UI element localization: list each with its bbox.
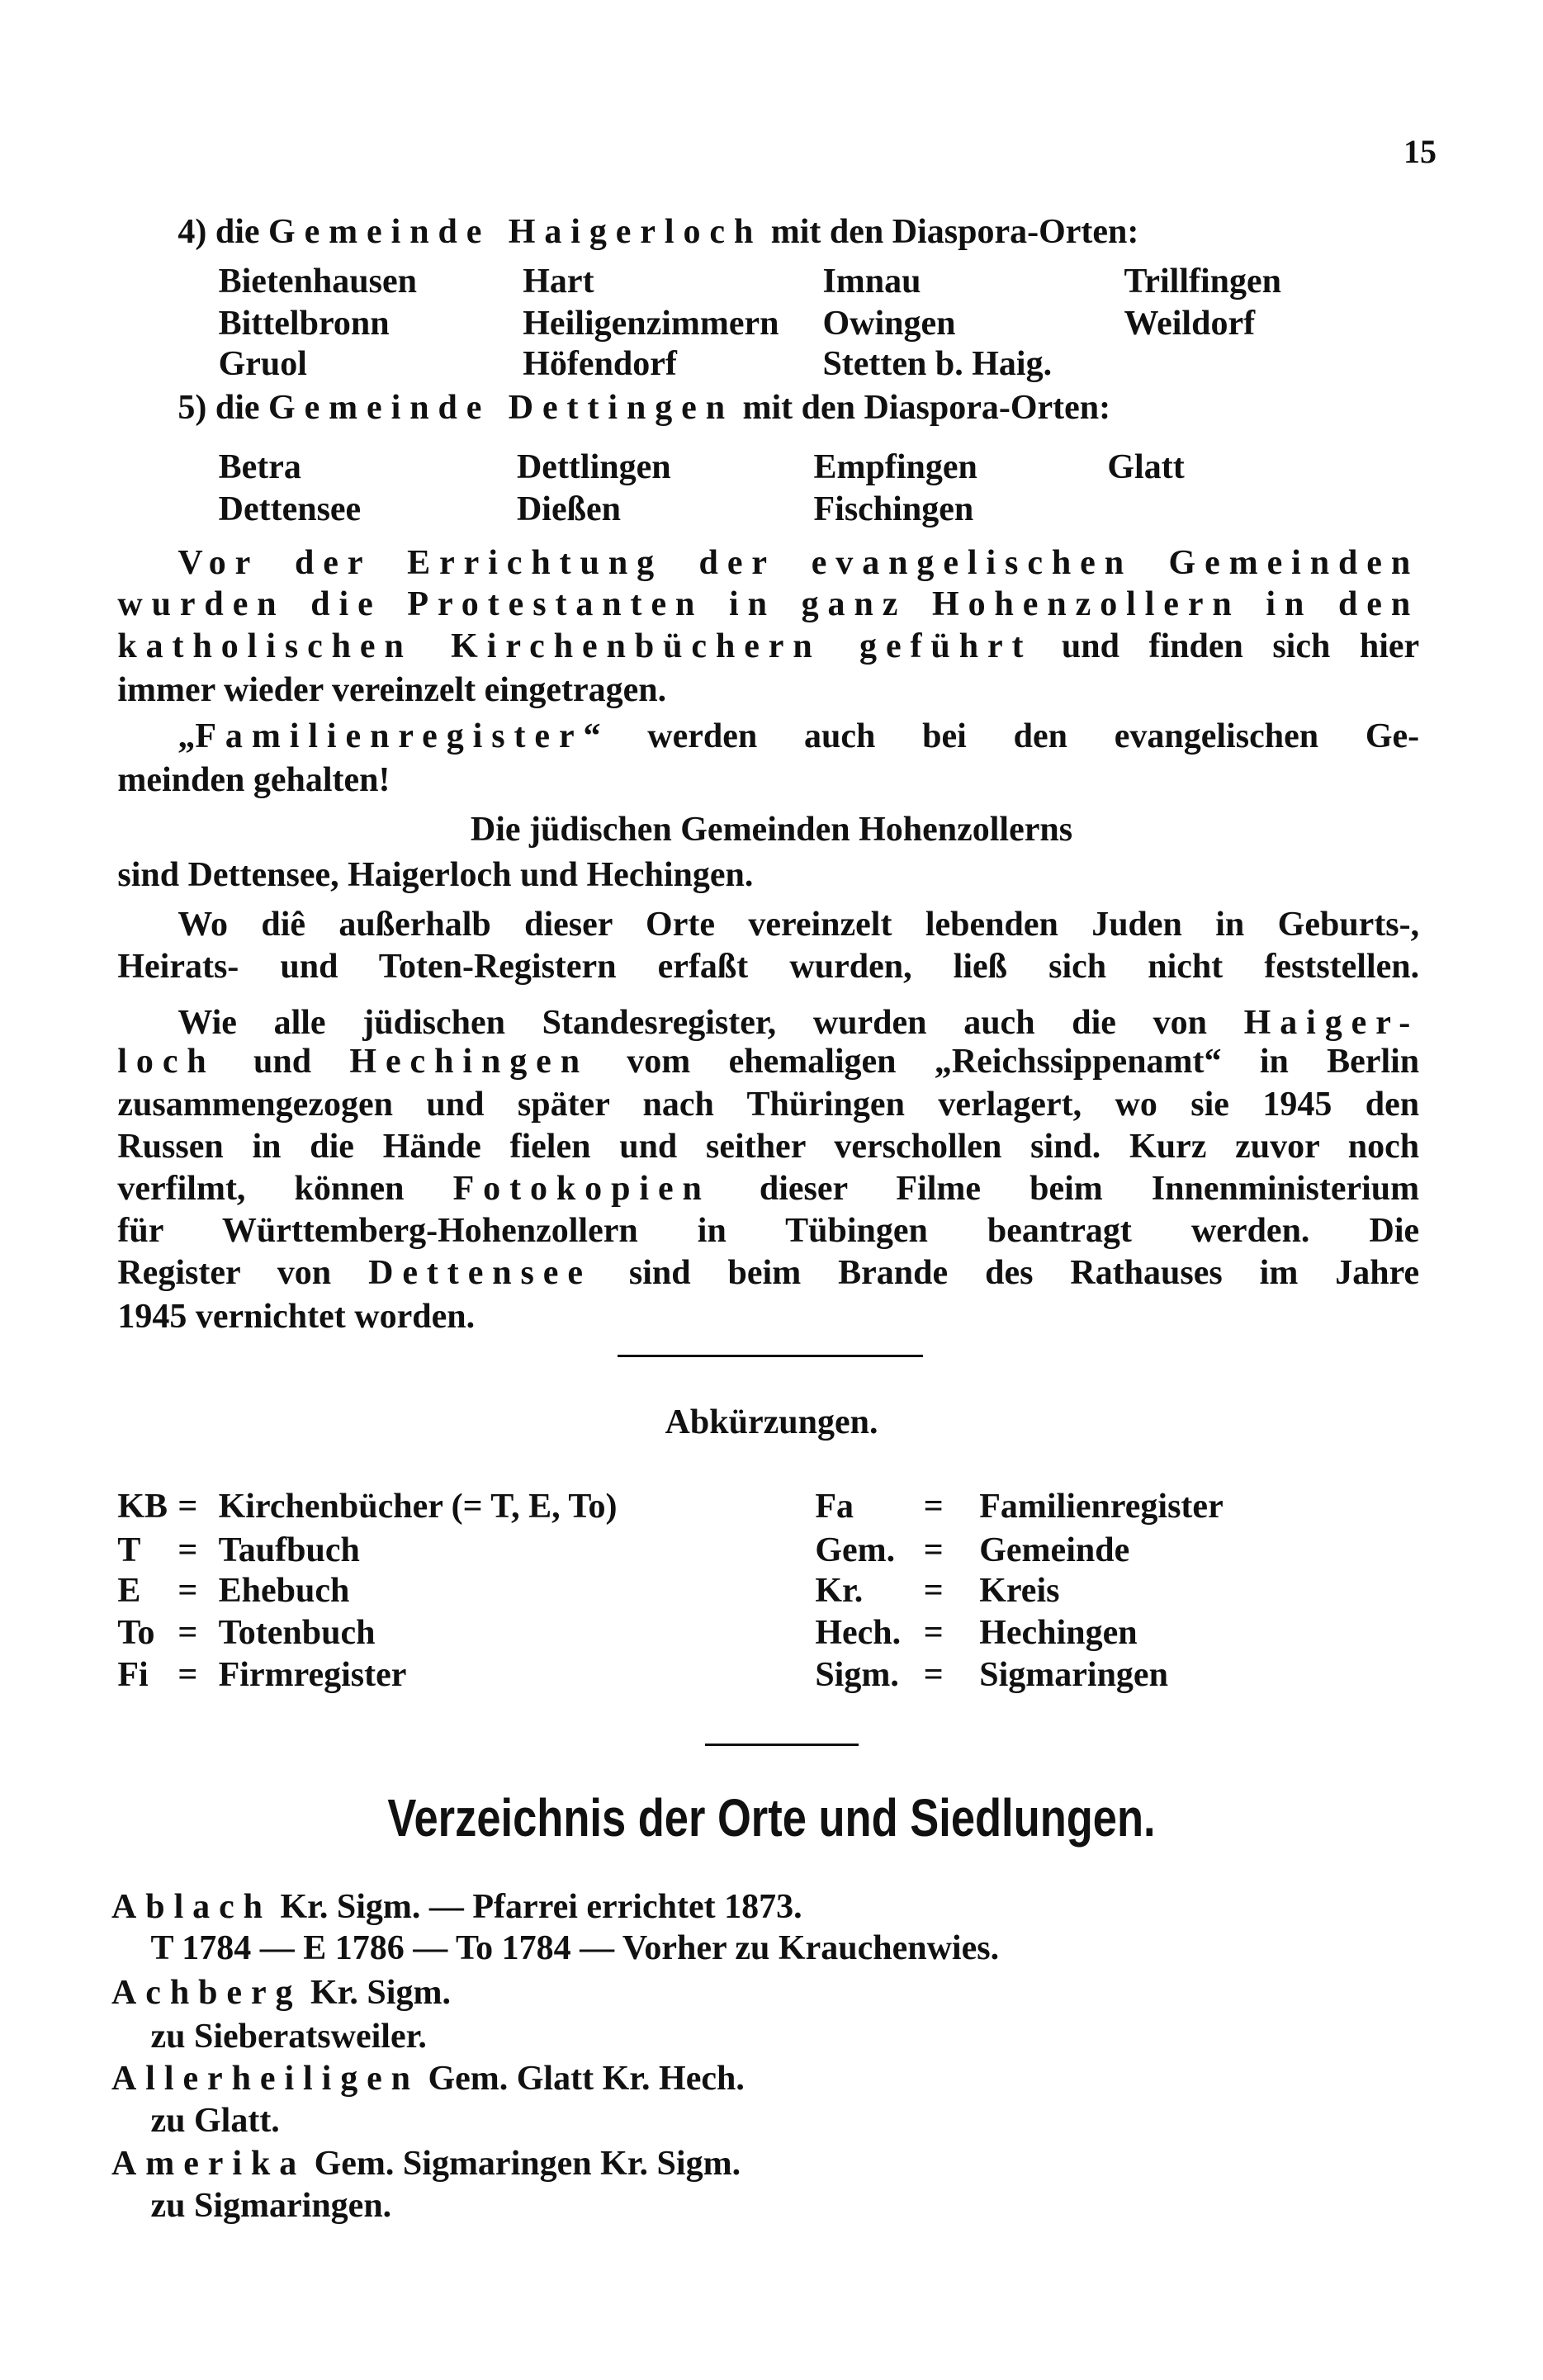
text-segment: vom ehemaligen „Reichssippenamt“ in Berlin [589,1043,1420,1081]
text-line [177,903,1419,946]
equals-sign: = [177,1487,198,1526]
place-name: Imnau [822,263,921,301]
text-line [117,759,390,802]
abbreviation: KB [117,1487,168,1526]
text-line [111,1971,451,2014]
place-name: Heiligenzimmern [523,305,779,343]
index-title: Verzeichnis der Orte und Siedlungen. [387,1788,1156,1848]
text-line [177,715,1419,758]
divider [705,1744,859,1746]
text-line [111,1886,802,1928]
place-name: Glatt [1107,447,1185,486]
spaced-emphasis: Dettensee [368,1253,592,1292]
text-line [177,386,1110,429]
equals-sign: = [923,1487,944,1526]
text-segment: 1945 vernichtet worden. [117,1297,476,1336]
text-line [177,1001,1419,1044]
text-line [117,1209,1419,1252]
place-name: Dießen [516,490,621,528]
equals-sign: = [923,1531,944,1569]
text-segment: sind Dettensee, Haigerloch und Hechingen. [117,856,754,895]
place-name: Bittelbronn [218,305,390,343]
text-segment: Wo diê außerhalb dieser Orte vereinzelt lebenden Juden in Geburts-, [177,906,1420,944]
spaced-emphasis: Hechingen [349,1043,589,1081]
abbreviations-heading: Abkürzungen. [665,1403,878,1441]
spaced-emphasis: Achberg [111,1974,302,2013]
text-segment: zu Sigmaringen. [150,2186,392,2225]
abbreviation: To [117,1614,155,1653]
abbreviation-meaning: Kreis [979,1572,1060,1611]
text-segment: zu Glatt. [150,2102,280,2141]
spaced-emphasis: Vor der Errichtung der evangelischen Gemeinden [177,544,1420,583]
divider [618,1355,923,1357]
spaced-emphasis: Allerheiligen [111,2060,419,2098]
spaced-emphasis: Gemeinde Haigerloch [268,212,763,251]
equals-sign: = [923,1656,944,1695]
text-segment: und [215,1043,350,1081]
place-name: Dettlingen [516,447,671,486]
text-line [151,2184,392,2227]
text-line [151,2099,280,2142]
abbreviation: E [117,1572,141,1611]
abbreviation: Kr. [815,1572,864,1611]
text-segment: zusammengezogen und später nach Thüringen verlagert, wo sie 1945 den [117,1085,1420,1124]
text-segment: T 1784 — E 1786 — To 1784 — Vorher zu Krauchenwies. [150,1928,1000,1967]
equals-sign: = [177,1572,198,1611]
text-line [117,1125,1419,1168]
spaced-emphasis: katholischen Kirchenbüchern geführt [117,627,1033,665]
place-name: Dettensee [218,490,362,528]
place-name: Trillfingen [1124,263,1281,301]
text-segment: Kr. Sigm. — Pfarrei errichtet 1873. [271,1888,802,1927]
abbreviation-meaning: Ehebuch [218,1572,350,1611]
abbreviation-meaning: Taufbuch [218,1531,360,1569]
text-line [117,854,753,897]
place-name: Fischingen [813,490,974,528]
place-name: Empfingen [813,447,977,486]
section-heading-jewish: Die jüdischen Gemeinden Hohenzollerns [470,811,1073,849]
text-segment: „ [177,717,196,756]
text-segment: Register von [117,1253,369,1292]
text-segment: Heirats- und Toten-Registern erfaßt wurden, ließ sich nicht feststellen. [117,948,1420,987]
equals-sign: = [177,1614,198,1653]
text-line [117,583,1419,626]
text-segment: Wie alle jüdischen Standesregister, wurden auch die von [177,1004,1244,1042]
text-segment: zu Sieberatsweiler. [150,2018,427,2056]
abbreviation-meaning: Totenbuch [218,1614,376,1653]
spaced-emphasis: wurden die Protestanten in ganz Hohenzollern in den [117,584,1420,623]
abbreviation: Hech. [815,1614,902,1653]
text-segment: Russen in die Hände fielen und seither verschollen sind. Kurz zuvor noch [117,1127,1420,1166]
equals-sign: = [923,1614,944,1653]
abbreviation-meaning: Firmregister [218,1656,407,1695]
abbreviation-meaning: Familienregister [979,1487,1224,1526]
place-name: Gruol [218,345,307,384]
spaced-emphasis: Amerika [111,2144,306,2183]
abbreviation: Gem. [815,1531,896,1569]
spaced-emphasis: Gemeinde Dettingen [268,389,734,428]
text-line [151,1927,1000,1970]
place-name: Hart [523,263,594,301]
text-segment: verfilmt, können [117,1169,453,1208]
text-segment: Kr. Sigm. [301,1974,451,2013]
abbreviation-meaning: Gemeinde [979,1531,1130,1569]
spaced-emphasis: Familienregister [195,717,584,756]
place-name: Owingen [822,305,956,343]
text-segment: Gem. Sigmaringen Kr. Sigm. [305,2144,741,2183]
text-line [117,1083,1419,1126]
text-line [117,945,1419,988]
text-line [117,1040,1419,1083]
spaced-emphasis: Ablach [111,1888,272,1927]
place-name: Bietenhausen [218,263,417,301]
text-segment: “ werden auch bei den evangelischen Ge- [583,717,1420,756]
text-line [117,1167,1419,1210]
equals-sign: = [923,1572,944,1611]
text-segment: für Württemberg-Hohenzollern in Tübingen beantragt werden. Die [117,1211,1420,1250]
text-segment: immer wieder vereinzelt eingetragen. [117,670,667,709]
text-line [117,1295,475,1338]
abbreviation: Sigm. [815,1656,899,1695]
abbreviation: T [117,1531,141,1569]
text-segment: dieser Filme beim Innenministerium [710,1169,1420,1208]
abbreviation-meaning: Sigmaringen [979,1656,1168,1695]
text-line [117,1252,1419,1294]
text-line [151,2015,427,2058]
spaced-emphasis: Fotokopien [452,1169,711,1208]
spaced-emphasis: loch [117,1043,215,1081]
text-line [177,542,1419,584]
abbreviation-meaning: Hechingen [979,1614,1138,1653]
place-name: Betra [218,447,301,486]
spaced-emphasis: Haiger- [1243,1004,1420,1042]
text-line [117,669,666,712]
text-segment: 5) die [177,389,268,428]
abbreviation: Fa [815,1487,854,1526]
text-segment: mit den Diaspora-Orten: [762,212,1139,251]
text-segment: meinden gehalten! [117,761,390,800]
page-number: 15 [1403,133,1437,170]
text-segment: sind beim Brande des Rathauses im Jahre [591,1253,1420,1292]
abbreviation: Fi [117,1656,149,1695]
text-segment: mit den Diaspora-Orten: [734,389,1111,428]
text-segment: Gem. Glatt Kr. Hech. [419,2060,745,2098]
place-name: Weildorf [1124,305,1256,343]
text-line [111,2057,745,2100]
text-line [117,625,1419,668]
text-segment: und finden sich hier [1032,627,1420,665]
text-line [111,2142,741,2185]
text-line [177,211,1138,253]
equals-sign: = [177,1531,198,1569]
equals-sign: = [177,1656,198,1695]
place-name: Stetten b. Haig. [822,345,1053,384]
place-name: Höfendorf [523,345,677,384]
abbreviation-meaning: Kirchenbücher (= T, E, To) [218,1487,618,1526]
text-segment: 4) die [177,212,268,251]
